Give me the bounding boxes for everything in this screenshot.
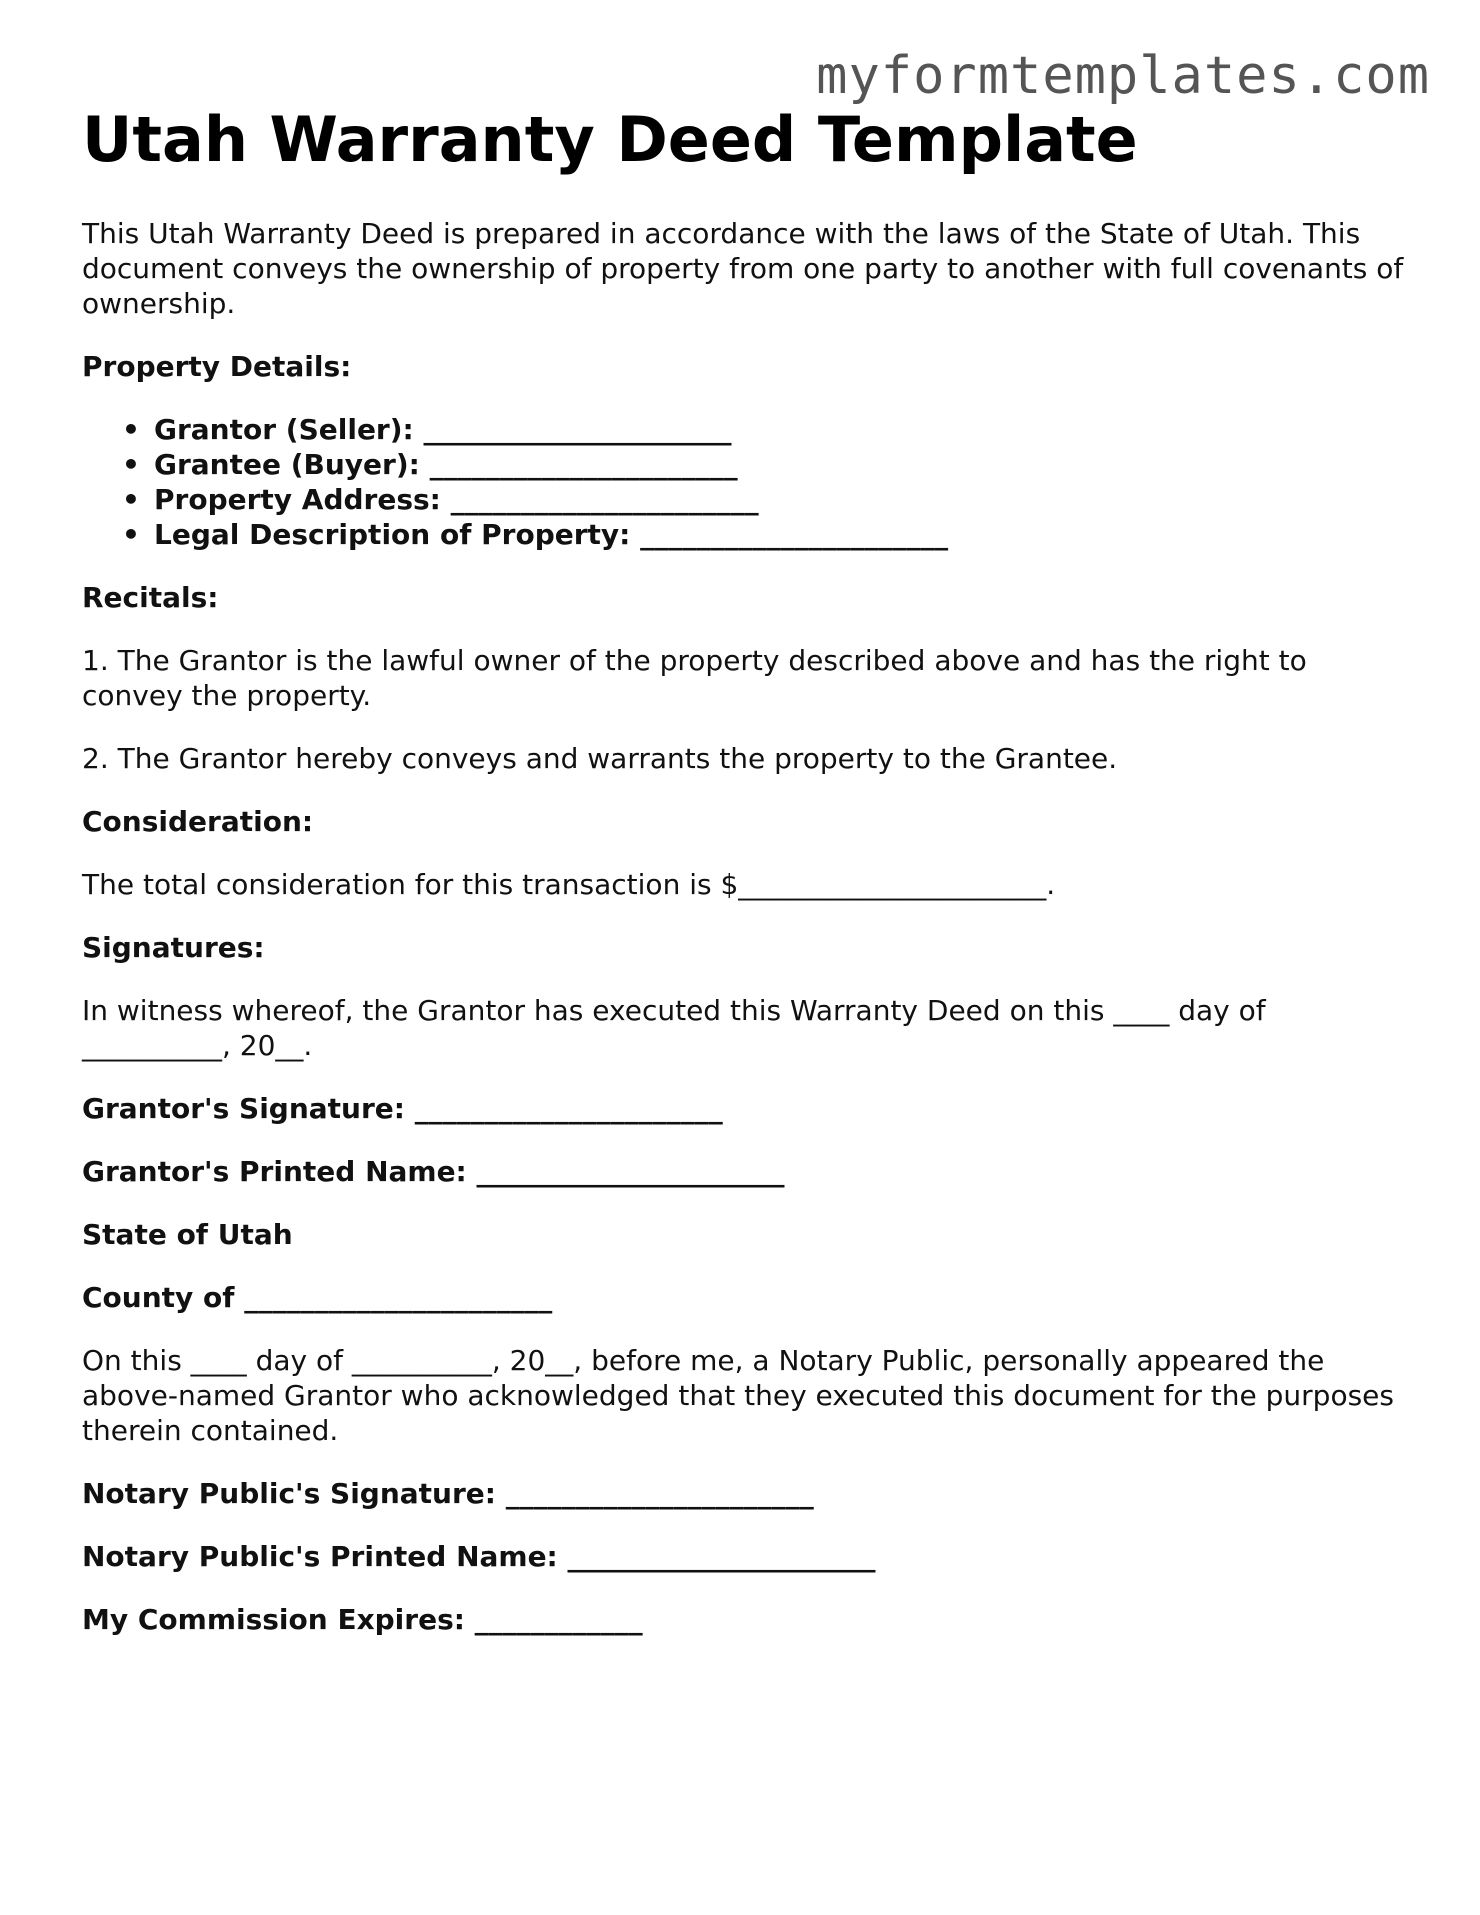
witness-text: In witness whereof, the Grantor has executed this Warranty Deed on this ____ day of __________, 20__. (82, 994, 1266, 1062)
recital-item: 1. The Grantor is the lawful owner of the property described above and has the right to convey the property. (82, 644, 1307, 712)
notary-printed-name-line: Notary Public's Printed Name: ______________________ (82, 1540, 876, 1573)
consideration-heading: Consideration: (82, 805, 314, 838)
legal-description-field: • Legal Description of Property: ______________________ (154, 517, 1412, 552)
document-page (82, 98, 1412, 1665)
grantor-seller-field: • Grantor (Seller): ______________________ (154, 412, 1412, 447)
grantor-printed-name-line: Grantor's Printed Name: ______________________ (82, 1155, 785, 1188)
grantee-buyer-field: • Grantee (Buyer): ______________________ (154, 447, 1412, 482)
notary-county-line: County of ______________________ (82, 1281, 553, 1314)
commission-expires-line: My Commission Expires: ____________ (82, 1603, 643, 1636)
grantor-signature-line: Grantor's Signature: ______________________ (82, 1092, 723, 1125)
page-title: Utah Warranty Deed Template (82, 103, 1138, 176)
property-details-heading: Property Details: (82, 350, 352, 383)
notary-state: State of Utah (82, 1218, 293, 1251)
recital-item: 2. The Grantor hereby conveys and warrants the property to the Grantee. (82, 742, 1118, 775)
site-watermark: myformtemplates.com (816, 46, 1430, 106)
consideration-text: The total consideration for this transaction is $______________________. (82, 868, 1056, 901)
intro-paragraph: This Utah Warranty Deed is prepared in accordance with the laws of the State of Utah. This document conveys the ownership of property from one party to another with full covenants of ownership. (82, 217, 1404, 320)
property-address-field: • Property Address: ______________________ (154, 482, 1412, 517)
recitals-heading: Recitals: (82, 581, 219, 614)
notary-signature-line: Notary Public's Signature: ______________________ (82, 1477, 814, 1510)
property-details-list (82, 412, 1412, 552)
signatures-heading: Signatures: (82, 931, 265, 964)
notary-acknowledgment: On this ____ day of __________, 20__, before me, a Notary Public, personally appeared the above-named Grantor who acknowledged that they executed this document for the purposes therein contained. (82, 1344, 1394, 1447)
